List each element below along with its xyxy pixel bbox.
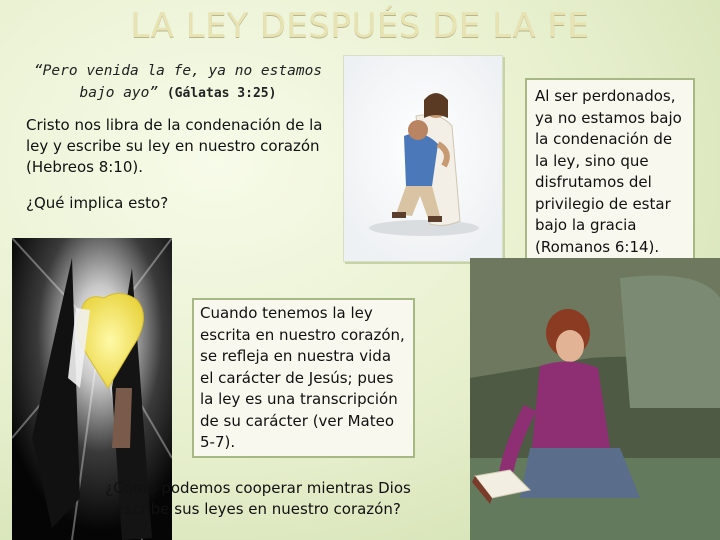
question-cooperation: ¿Cómo podemos cooperar mientras Dios escribe sus leyes en nuestro corazón? [105, 479, 411, 518]
grace-textbox: Al ser perdonados, ya no estamos bajo la condenación de la ley, sino que disfrutamos del privilegio de estar bajo la gracia (Romanos 6:14). [525, 78, 695, 276]
character-textbox: Cuando tenemos la ley escrita en nuestro corazón, se refleja en nuestra vida el carácter de Jesús; pues la ley es una transcripción de su carácter (ver Mateo 5-7). [192, 298, 415, 458]
reading-woman-art [470, 258, 720, 540]
scripture-quote [20, 60, 336, 105]
hug-illustration [343, 55, 503, 262]
question-implication: ¿Qué implica esto? [26, 194, 169, 212]
quote-text: “Pero venida la fe, ya no estamos bajo ayo” [33, 63, 323, 101]
slide-title: LA LEY DESPUÉS DE LA FE [130, 6, 590, 46]
quote-reference: (Gálatas 3:25) [166, 86, 277, 101]
intro-paragraph: Cristo nos libra de la condenación de la ley y escribe su ley en nuestro corazón (Hebreos 8:10). [26, 116, 323, 176]
reading-woman-image [470, 258, 720, 540]
hug-illustration-art [344, 56, 502, 261]
